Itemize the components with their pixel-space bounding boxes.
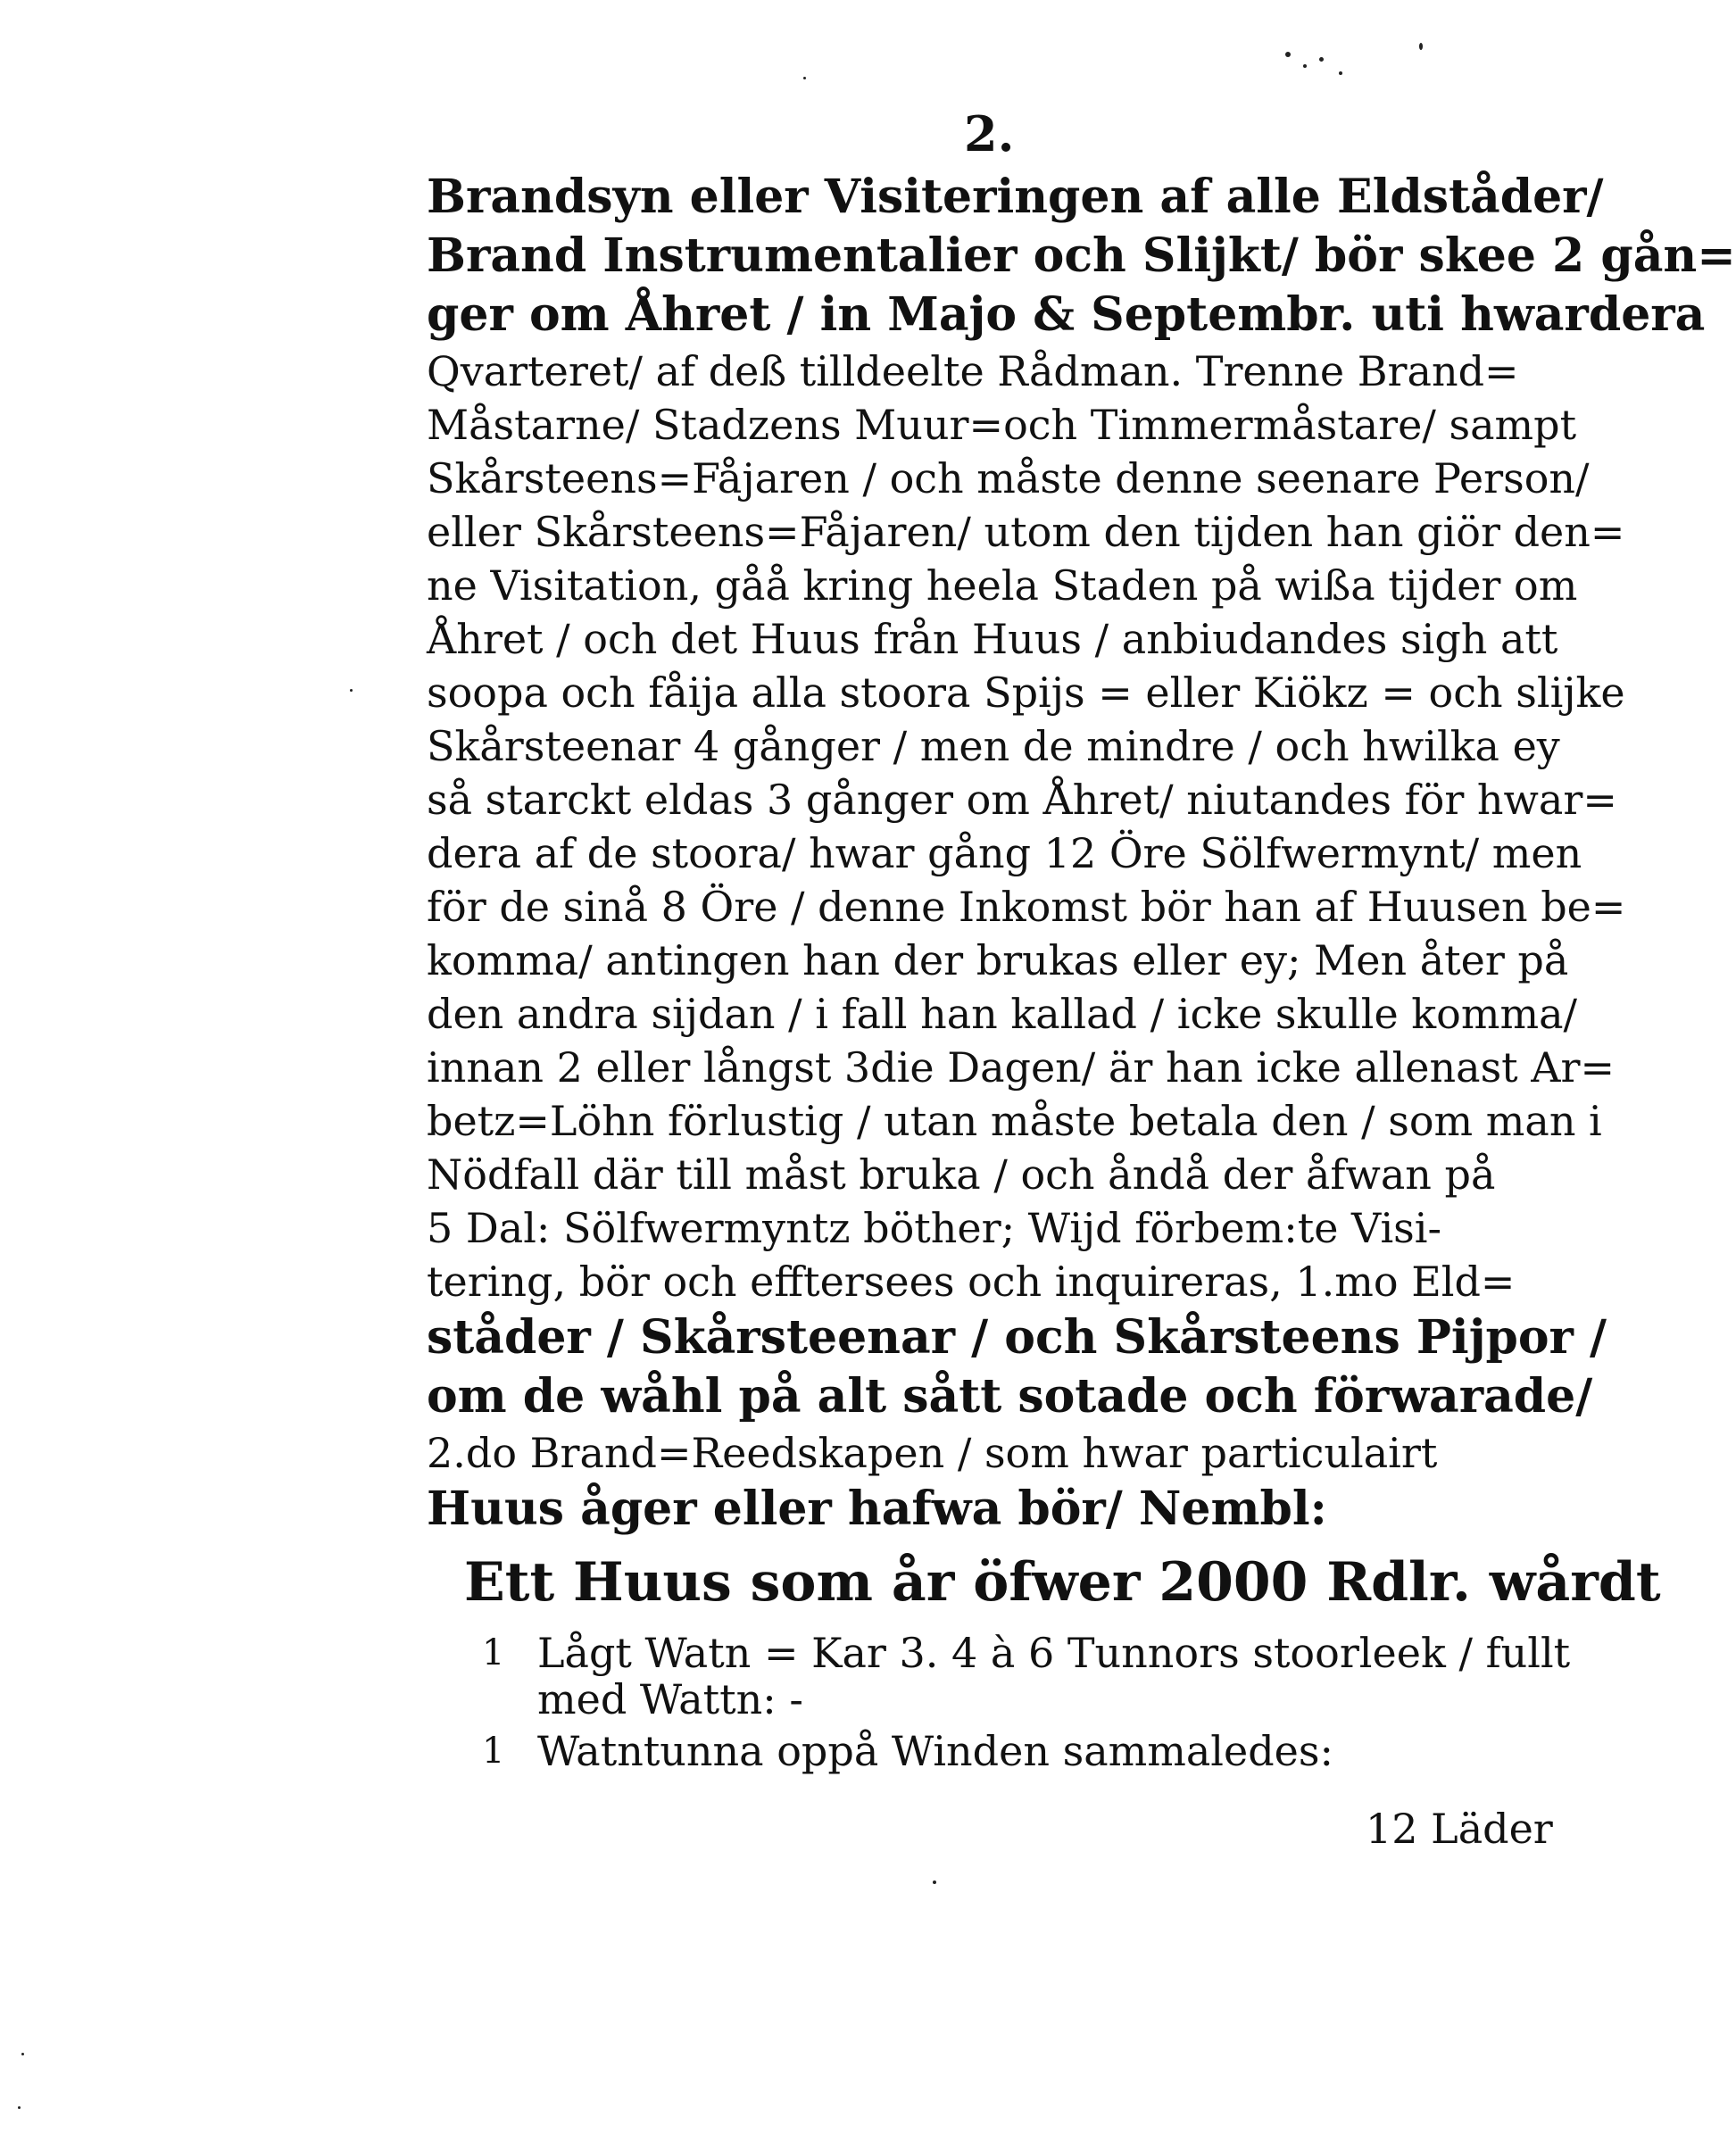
text-line: dera af de stoora/ hwar gång 12 Öre Sölfwermynt/ men — [427, 829, 1582, 877]
text-line: tering, bör och efftersees och inquireras, 1.mo Eld= — [427, 1258, 1516, 1306]
text-line: Brandsyn eller Visiteringen af alle Eldståder/ — [427, 170, 1604, 224]
text-line: 5 Dal: Sölfwermyntz böther; Wijd förbem:te Visi- — [427, 1204, 1442, 1252]
text-line: innan 2 eller långst 3die Dagen/ är han icke allenast Ar= — [427, 1043, 1616, 1092]
item-text: Watntunna oppå Winden sammaledes: — [537, 1727, 1333, 1775]
text-line: den andra sijdan / i fall han kallad / icke skulle komma/ — [427, 990, 1578, 1038]
equipment-list — [482, 1630, 1571, 1780]
text-line: ger om Åhret / in Majo & Septembr. uti hwardera — [427, 287, 1706, 342]
item-quantity: 1 — [482, 1731, 505, 1772]
text-line: om de wåhl på alt sått sotade och förwarade/ — [427, 1369, 1593, 1424]
scan-speck — [21, 2053, 24, 2055]
text-line: Måstarne/ Stadzens Muur=och Timmermåstare/ sampt — [427, 401, 1577, 449]
catchword: 12 Läder — [1366, 1805, 1553, 1853]
text-line: Nödfall där till måst bruka / och åndå der åfwan på — [427, 1150, 1496, 1199]
text-line: komma/ antingen han der brukas eller ey; Men åter på — [427, 936, 1569, 984]
item-quantity: 1 — [482, 1632, 505, 1673]
text-line: 2.do Brand=Reedskapen / som hwar particulairt — [427, 1429, 1438, 1477]
item-text: Lågt Watn = Kar 3. 4 à 6 Tunnors stoorleek / fullt med Wattn: - — [537, 1629, 1571, 1723]
scan-speck — [1339, 71, 1342, 75]
section-heading: Ett Huus som år öfwer 2000 Rdlr. wårdt — [464, 1551, 1661, 1614]
text-line: så starckt eldas 3 gånger om Åhret/ niutandes för hwar= — [427, 776, 1617, 824]
text-line: ne Visitation, gåå kring heela Staden på wißa tijder om — [427, 561, 1578, 610]
scan-speck — [18, 2106, 21, 2109]
text-line: ståder / Skårsteenar / och Skårsteens Pijpor / — [427, 1310, 1607, 1365]
text-line: Huus åger eller hafwa bör/ Nembl: — [427, 1482, 1327, 1536]
text-line: Qvarteret/ af deß tilldeelte Rådman. Trenne Brand= — [427, 347, 1519, 395]
scan-speck — [1319, 57, 1324, 62]
scan-speck — [803, 77, 806, 79]
list-item — [482, 1728, 1571, 1774]
text-line: Brand Instrumentalier och Slijkt/ bör skee 2 gån= — [427, 228, 1736, 283]
body-paragraph — [427, 168, 1736, 1539]
scan-speck — [350, 689, 353, 692]
scan-speck — [1285, 52, 1291, 57]
text-line: för de sinå 8 Öre / denne Inkomst bör han af Huusen be= — [427, 883, 1626, 931]
page-number: 2. — [964, 105, 1015, 162]
text-line: betz=Löhn förlustig / utan måste betala den / som man i — [427, 1097, 1602, 1145]
scan-speck — [933, 1880, 936, 1884]
text-line: soopa och fåija alla stoora Spijs = eller Kiökz = och slijke — [427, 668, 1625, 717]
text-line: eller Skårsteens=Fåjaren/ utom den tijden han giör den= — [427, 508, 1625, 556]
list-item — [482, 1630, 1571, 1723]
text-line: Åhret / och det Huus från Huus / anbiudandes sigh att — [427, 615, 1558, 663]
scan-speck — [1303, 64, 1307, 68]
text-line: Skårsteenar 4 gånger / men de mindre / och hwilka ey — [427, 722, 1560, 770]
scan-speck — [1419, 43, 1423, 50]
text-line: Skårsteens=Fåjaren / och måste denne seenare Person/ — [427, 454, 1590, 502]
